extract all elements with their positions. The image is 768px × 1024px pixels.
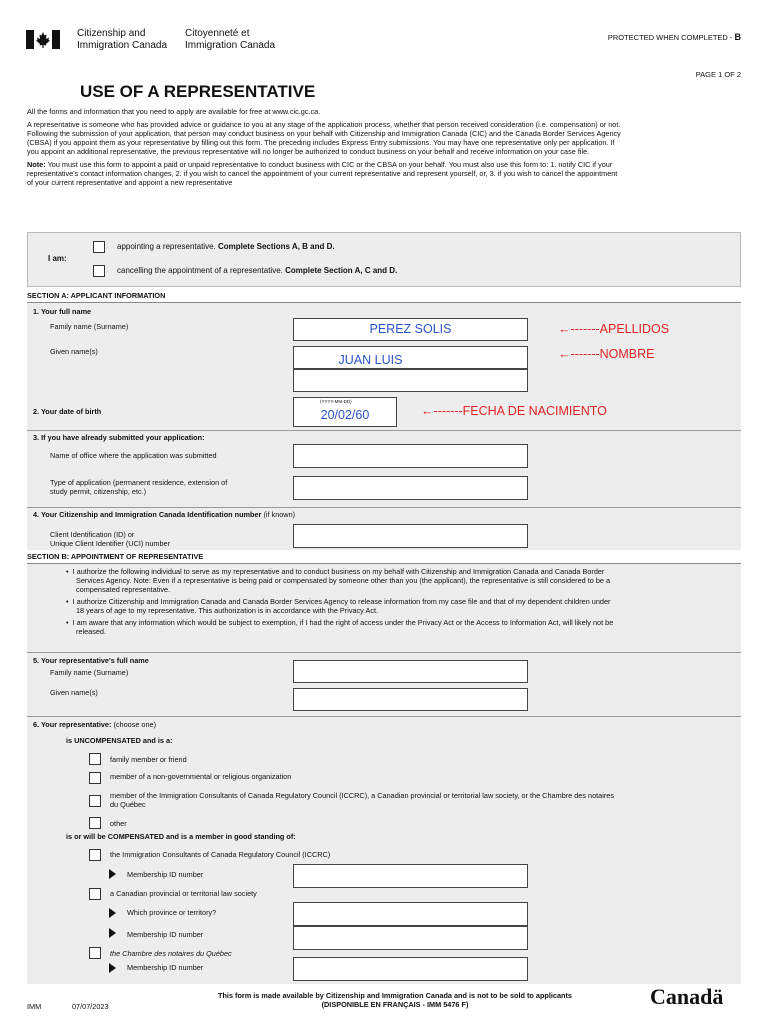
cancelling-instruction: Complete Section A, C and D. [285, 266, 398, 275]
province-field[interactable] [293, 902, 528, 926]
protected-text: PROTECTED WHEN COMPLETED - [607, 33, 733, 42]
q6-extra: (choose one) [113, 720, 157, 729]
bullet-text: released. [76, 627, 107, 636]
triangle-bullet-icon [109, 928, 116, 938]
cancelling-text: cancelling the appointment of a representative. [117, 266, 283, 275]
comp-notaires-checkbox[interactable] [89, 947, 101, 959]
authorization-bullets: • I authorize the following individual to serve as my representative and to conduct business on my behalf with Citizenship and Immigration Canada and Canada Border Services Agency. Note: Even if a representative is being paid or compensated by someone other than you (the applicant), the representative is still considered to be a compensated representative. • I authorize Citizenship and Immigration Canada and Canada Border Services Agency to release information from my case file and that of my dependent children under 18 years of age to my representative. This authorization is in accordance with the Privacy Act. • I am aware that any information which would be subject to exemption, if I had the right of access under the Privacy Act or the Access to Information Act, will likely not be released. [66, 567, 738, 636]
appointing-checkbox[interactable] [93, 241, 105, 253]
bullet-text: I authorize the following individual to serve as my representative and to conduct business on my behalf with Citizenship and Immigration Canada and Canada Border [72, 567, 605, 576]
department-name-en [77, 28, 167, 52]
department-en-line: Immigration Canada [77, 40, 168, 51]
uncompensated-label: is UNCOMPENSATED and is a: [66, 736, 173, 745]
bullet-text: Services Agency. Note: Even if a representative is being paid or compensated by someone other than you (the applicant), the representative is still considered to be a [76, 576, 611, 585]
intro-line: A representative is someone who has provided advice or guidance to you at any stage of the application process, whether that person received consideration (i.e. compensation) or not. [27, 120, 621, 129]
rep-given-label: Given name(s) [50, 688, 98, 697]
bullet-text: 18 years of age to my representative. This authorization is in accordance with the Privacy Act. [76, 606, 379, 615]
dob-hint: (YYYY-MM-DD) [320, 399, 352, 404]
note-label: Note: [27, 160, 46, 169]
given-annotation [558, 347, 655, 361]
uncomp-other-checkbox[interactable] [89, 817, 101, 829]
dob-handwritten: 20/02/60 [320, 408, 370, 422]
client-id-label [50, 530, 170, 548]
appointing-instruction: Complete Sections A, B and D. [217, 242, 335, 251]
department-fr-line: Immigration Canada [185, 40, 276, 51]
office-label: Name of office where the application was submitted [50, 451, 217, 460]
comp-notaires-label: the Chambre des notaires du Québec [110, 949, 232, 958]
uncomp-ngo-checkbox[interactable] [89, 772, 101, 784]
q5-label: 5. Your representative's full name [33, 656, 149, 665]
divider [27, 652, 741, 653]
intro-line: Following the submission of your application, that person may conduct business on your behalf with Citizenship and Immigration Canada (CIC) and the Canada Border Services Agency [27, 129, 621, 138]
footer-line: (DISPONIBLE EN FRANÇAIS - IMM 5476 F) [321, 1000, 469, 1009]
application-type-line: Type of application (permanent residence, extension of [50, 478, 228, 487]
appointing-text: appointing a representative. [117, 242, 216, 251]
canada-flag-icon [26, 30, 60, 49]
footer-notice [150, 991, 640, 1009]
department-fr-line: Citoyenneté et [185, 28, 250, 39]
triangle-bullet-icon [109, 869, 116, 879]
rep-given-field[interactable] [293, 688, 528, 711]
given-name-handwritten: JUAN LUIS [338, 353, 403, 367]
left-arrow-icon: ← [558, 322, 571, 336]
client-id-field[interactable] [293, 524, 528, 548]
triangle-bullet-icon [109, 963, 116, 973]
uncomp-ngo-label: member of a non-governmental or religious organization [110, 772, 292, 781]
q4-text: 4. Your Citizenship and Immigration Canada Identification number [33, 510, 262, 519]
triangle-bullet-icon [109, 908, 116, 918]
divider [27, 716, 741, 717]
comp-iccrc-checkbox[interactable] [89, 849, 101, 861]
section-a-heading: SECTION A: APPLICANT INFORMATION [27, 291, 166, 300]
intro-block [27, 107, 743, 187]
intro-line: (CBSA) if you appoint them as your representative by filling out this form. The preceding includes Express Entry submissions. You may have one representative only per application. If [27, 138, 615, 147]
protected-label [608, 32, 741, 42]
family-name-label: Family name (Surname) [50, 322, 129, 331]
notaires-membership-field[interactable] [293, 957, 528, 981]
intro-line: All the forms and information that you need to apply are available for free at www.cic.gc.ca. [27, 107, 321, 116]
page-number: PAGE 1 OF 2 [695, 70, 741, 79]
protected-level: B [734, 32, 741, 42]
office-field[interactable] [293, 444, 528, 468]
form-date: 07/07/2023 [72, 1002, 109, 1011]
intro-line: you appoint an additional representative, the previous representative will no longer be authorized to conduct business on your behalf and receive information on your case file. [27, 147, 590, 156]
rep-family-label: Family name (Surname) [50, 668, 129, 677]
uncomp-member-label [110, 791, 740, 809]
section-b-heading: SECTION B: APPOINTMENT OF REPRESENTATIVE [27, 552, 204, 561]
province-label: Which province or territory? [127, 908, 217, 917]
family-annotation-text: -------APELLIDOS [570, 322, 670, 336]
family-name-handwritten: PEREZ SOLIS [369, 322, 452, 336]
q4-label [33, 510, 295, 519]
note-line: of your current representative and appoint a new representative [27, 178, 233, 187]
iccrc-membership-field[interactable] [293, 864, 528, 888]
footer-line: This form is made available by Citizenship and Immigration Canada and is not to be sold to applicants [218, 991, 572, 1000]
dob-annotation [421, 404, 607, 418]
given-name-field-2[interactable] [293, 369, 528, 392]
application-type-label [50, 478, 227, 496]
application-type-line: study permit, citizenship, etc.) [50, 487, 147, 496]
uncomp-family-label: family member or friend [110, 755, 187, 764]
comp-lawsociety-checkbox[interactable] [89, 888, 101, 900]
iam-panel [27, 232, 741, 287]
comp-lawsociety-label: a Canadian provincial or territorial law society [110, 889, 257, 898]
q3-label: 3. If you have already submitted your application: [33, 433, 205, 442]
dob-annotation-text: -------FECHA DE NACIMIENTO [433, 404, 607, 418]
department-name-fr [185, 28, 275, 52]
form-code: IMM [27, 1002, 42, 1011]
bullet-text: I authorize Citizenship and Immigration Canada and Canada Border Services Agency to release information from my case file and that of my dependent children under [72, 597, 611, 606]
iam-label: I am: [48, 254, 67, 263]
rep-family-field[interactable] [293, 660, 528, 683]
cancelling-checkbox[interactable] [93, 265, 105, 277]
uncomp-member-line: du Québec [110, 800, 146, 809]
form-title: USE OF A REPRESENTATIVE [80, 82, 316, 101]
uncomp-member-line: member of the Immigration Consultants of Canada Regulatory Council (ICCRC), a Canadian provincial or territorial law society, or the Chambre des notaires [110, 791, 614, 800]
lawsociety-membership-label: Membership ID number [127, 930, 204, 939]
left-arrow-icon: ← [558, 347, 571, 361]
canada-wordmark: Canadä [650, 984, 724, 1009]
bullet-text: compensated representative. [76, 585, 171, 594]
q2-label: 2. Your date of birth [33, 407, 102, 416]
comp-iccrc-label: the Immigration Consultants of Canada Regulatory Council (ICCRC) [110, 850, 331, 859]
uncomp-family-checkbox[interactable] [89, 753, 101, 765]
uncomp-other-label: other [110, 819, 127, 828]
lawsociety-membership-field[interactable] [293, 926, 528, 950]
given-annotation-text: -------NOMBRE [570, 347, 655, 361]
divider [27, 507, 741, 508]
q6-label [33, 720, 156, 729]
divider [27, 430, 741, 431]
family-annotation [558, 322, 669, 336]
note-line: representative's contact information changes, 2. if you wish to cancel the appointment of your current representative and represent yourself, or, 3. if you wish to cancel the appointment [27, 169, 618, 178]
note-line: You must use this form to appoint a paid or unpaid representative to conduct business with CIC or the CBSA on your behalf. You must also use this form to: 1. notify CIC if your [47, 160, 613, 169]
left-arrow-icon: ← [421, 404, 434, 418]
notaires-membership-label: Membership ID number [127, 963, 204, 972]
q6-text: 6. Your representative: [33, 720, 112, 729]
compensated-label: is or will be COMPENSATED and is a member in good standing of: [66, 832, 296, 841]
given-name-label: Given name(s) [50, 347, 98, 356]
iccrc-membership-label: Membership ID number [127, 870, 204, 879]
application-type-field[interactable] [293, 476, 528, 500]
department-en-line: Citizenship and [77, 28, 146, 39]
client-id-line: Client Identification (ID) or [50, 530, 135, 539]
uncomp-member-checkbox[interactable] [89, 795, 101, 807]
client-id-line: Unique Client Identifier (UCI) number [50, 539, 171, 548]
q1-label: 1. Your full name [33, 307, 92, 316]
q4-extra: (if known) [263, 510, 296, 519]
cancelling-option [117, 266, 397, 276]
bullet-text: I am aware that any information which would be subject to exemption, if I had the right of access under the Privacy Act or the Access to Information Act, will likely not be [72, 618, 614, 627]
appointing-option [117, 242, 335, 252]
